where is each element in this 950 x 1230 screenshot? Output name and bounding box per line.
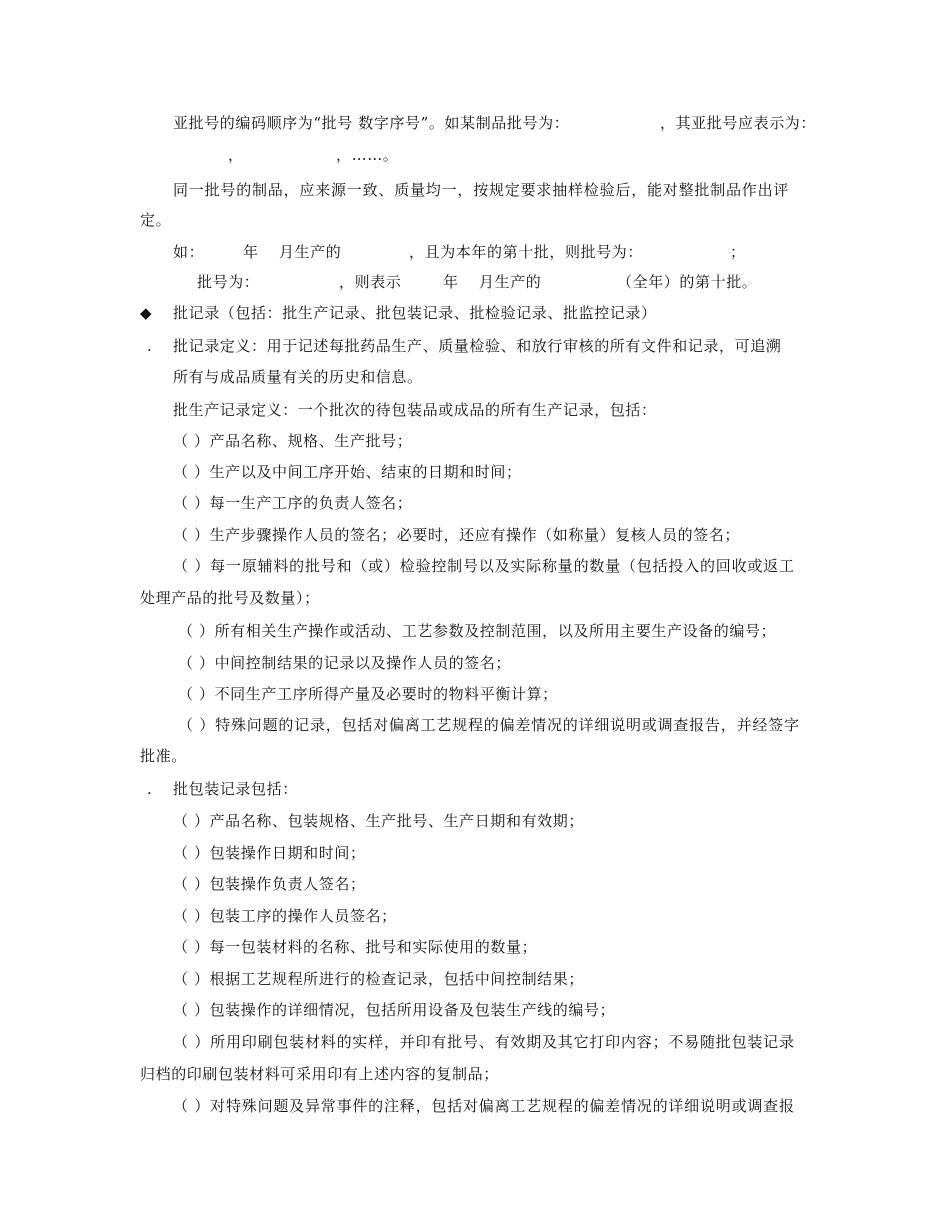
list-item-continuation	[140, 1064, 499, 1084]
list-item	[173, 937, 537, 957]
text-fragment: 月生产的	[279, 243, 342, 261]
text-fragment: 处理产品的批号及数量）；	[140, 589, 320, 607]
list-marker: .	[147, 780, 153, 798]
text-fragment: （ ）生产以及中间工序开始、结束的日期和时间；	[173, 463, 522, 481]
text-fragment: （ ）包装操作负责人签名；	[173, 875, 366, 893]
text-fragment: （ ）生产步骤操作人员的签名；必要时，还应有操作（如称量）复核人员的签名；	[173, 526, 740, 544]
text-fragment: ，……。	[336, 146, 399, 164]
text-fragment: （ ）每一包装材料的名称、批号和实际使用的数量；	[173, 938, 538, 956]
list-item	[178, 653, 511, 673]
text-fragment: （ ）产品名称、包装规格、生产批号、生产日期和有效期；	[173, 812, 584, 830]
list-item	[173, 874, 366, 894]
list-item-continuation	[140, 746, 187, 766]
list-item	[173, 1096, 795, 1116]
list-item	[173, 462, 522, 482]
text-fragment: （ ）不同生产工序所得产量及必要时的物料平衡计算；	[178, 685, 558, 703]
list-item	[173, 493, 412, 513]
list-marker: .	[147, 337, 153, 355]
text-fragment: （ ）特殊问题的记录，包括对偏离工艺规程的偏差情况的详细说明或调查报告，并经签字	[178, 716, 800, 734]
text-fragment: 如：	[173, 243, 205, 261]
text-fragment: （ ）根据工艺规程所进行的检查记录，包括中间控制结果；	[173, 970, 584, 988]
text-fragment: （ ）中间控制结果的记录以及操作人员的签名；	[178, 654, 511, 672]
list-item	[173, 811, 584, 831]
text-fragment: ；	[730, 243, 746, 261]
text-fragment: 亚批号的编码顺序为“批号 数字序号”。如某制品批号为：	[173, 114, 570, 132]
text-fragment: （ ）包装操作的详细情况，包括所用设备及包装生产线的编号；	[173, 1001, 616, 1019]
list-item	[178, 715, 800, 735]
text-fragment: 批准。	[140, 747, 187, 765]
text-fragment: 年	[443, 273, 459, 291]
text-fragment: （ ）包装操作日期和时间；	[173, 844, 366, 862]
text-fragment: 批包装记录包括：	[173, 780, 298, 798]
diamond-bullet-icon: ◆	[140, 304, 153, 322]
text-fragment: 所有与成品质量有关的历史和信息。	[173, 368, 423, 386]
list-item	[173, 969, 584, 989]
paragraph-line	[140, 210, 171, 230]
text-fragment: （ ）对特殊问题及异常事件的注释，包括对偏离工艺规程的偏差情况的详细说明或调查报	[173, 1097, 795, 1115]
text-fragment: 年	[243, 243, 259, 261]
list-item	[173, 431, 412, 451]
list-item	[173, 843, 366, 863]
text-fragment: （ ）所有相关生产操作或活动、工艺参数及控制范围，以及所用主要生产设备的编号；	[178, 622, 777, 640]
text-fragment: （全年）的第十批。	[617, 273, 758, 291]
paragraph-same-batch	[173, 180, 789, 200]
list-item	[173, 1032, 795, 1052]
list-item	[178, 684, 558, 704]
text-fragment: ，	[228, 146, 244, 164]
list-item	[173, 1000, 615, 1020]
text-fragment: （ ）每一生产工序的负责人签名；	[173, 494, 413, 512]
list-item	[173, 906, 397, 926]
text-fragment: （ ）包装工序的操作人员签名；	[173, 907, 397, 925]
paragraph-production-record-definition	[173, 400, 657, 420]
text-fragment: （ ）产品名称、规格、生产批号；	[173, 432, 413, 450]
list-item	[173, 525, 740, 545]
text-fragment: （ ）所用印刷包装材料的实样，并印有批号、有效期及其它打印内容；不易随批包装记录	[173, 1033, 795, 1051]
text-fragment: ，则表示	[339, 273, 402, 291]
list-item	[173, 556, 795, 576]
list-item	[178, 621, 776, 641]
text-fragment: 定。	[140, 211, 172, 229]
text-fragment: ，其亚批号应表示为：	[660, 114, 817, 132]
text-fragment: （ ）每一原辅料的批号和（或）检验控制号以及实际称量的数量（包括投入的回收或返工	[173, 557, 795, 575]
text-fragment: ，且为本年的第十批，则批号为：	[409, 243, 644, 261]
text-fragment: 批记录定义：用于记述每批药品生产、质量检验、和放行审核的所有文件和记录，可追溯	[173, 337, 782, 355]
text-fragment: 归档的印刷包装材料可采用印有上述内容的复制品；	[140, 1065, 499, 1083]
text-fragment: 批记录（包括：批生产记录、批包装记录、批检验记录、批监控记录）	[173, 304, 657, 322]
text-fragment: 月生产的	[479, 273, 542, 291]
text-fragment: 同一批号的制品，应来源一致、质量均一，按规定要求抽样检验后，能对整批制品作出评	[173, 181, 790, 199]
paragraph-line	[173, 367, 423, 387]
list-item-continuation	[140, 588, 320, 608]
text-fragment: 批生产记录定义：一个批次的待包装品或成品的所有生产记录，包括：	[173, 401, 657, 419]
text-fragment: 批号为：	[197, 273, 260, 291]
